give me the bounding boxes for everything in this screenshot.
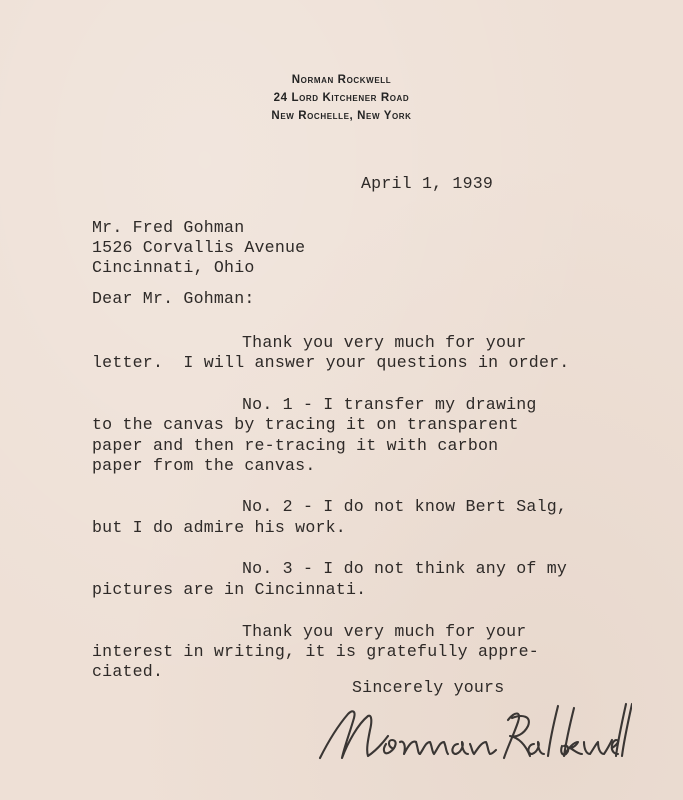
body-line: No. 3 - I do not think any of my bbox=[242, 559, 568, 578]
closing: Sincerely yours bbox=[352, 678, 505, 697]
body-line: paper from the canvas. bbox=[92, 456, 316, 475]
salutation: Dear Mr. Gohman: bbox=[92, 289, 255, 308]
body-line: ciated. bbox=[92, 662, 164, 681]
body-line: Thank you very much for your bbox=[242, 622, 527, 641]
letterhead-name: Norman Rockwell bbox=[291, 74, 392, 86]
body-line: Thank you very much for your bbox=[242, 333, 527, 352]
body-line: No. 2 - I do not know Bert Salg, bbox=[242, 497, 568, 516]
body-line: paper and then re-tracing it with carbon bbox=[92, 436, 499, 455]
body-line: to the canvas by tracing it on transparent bbox=[92, 415, 519, 434]
recipient-street: 1526 Corvallis Avenue bbox=[92, 238, 306, 257]
body-line: No. 1 - I transfer my drawing bbox=[242, 395, 537, 414]
letter-date: April 1, 1939 bbox=[361, 174, 494, 193]
recipient-city: Cincinnati, Ohio bbox=[92, 258, 255, 277]
signature-image bbox=[312, 700, 632, 770]
letterhead-street: 24 Lord Kitchener Road bbox=[273, 92, 410, 104]
body-line: pictures are in Cincinnati. bbox=[92, 580, 367, 599]
letterhead-city: New Rochelle, New York bbox=[271, 110, 412, 122]
body-line: but I do admire his work. bbox=[92, 518, 346, 537]
body-line: interest in writing, it is gratefully appre- bbox=[92, 642, 539, 661]
recipient-name: Mr. Fred Gohman bbox=[92, 218, 245, 237]
body-line: letter. I will answer your questions in order. bbox=[92, 353, 570, 372]
